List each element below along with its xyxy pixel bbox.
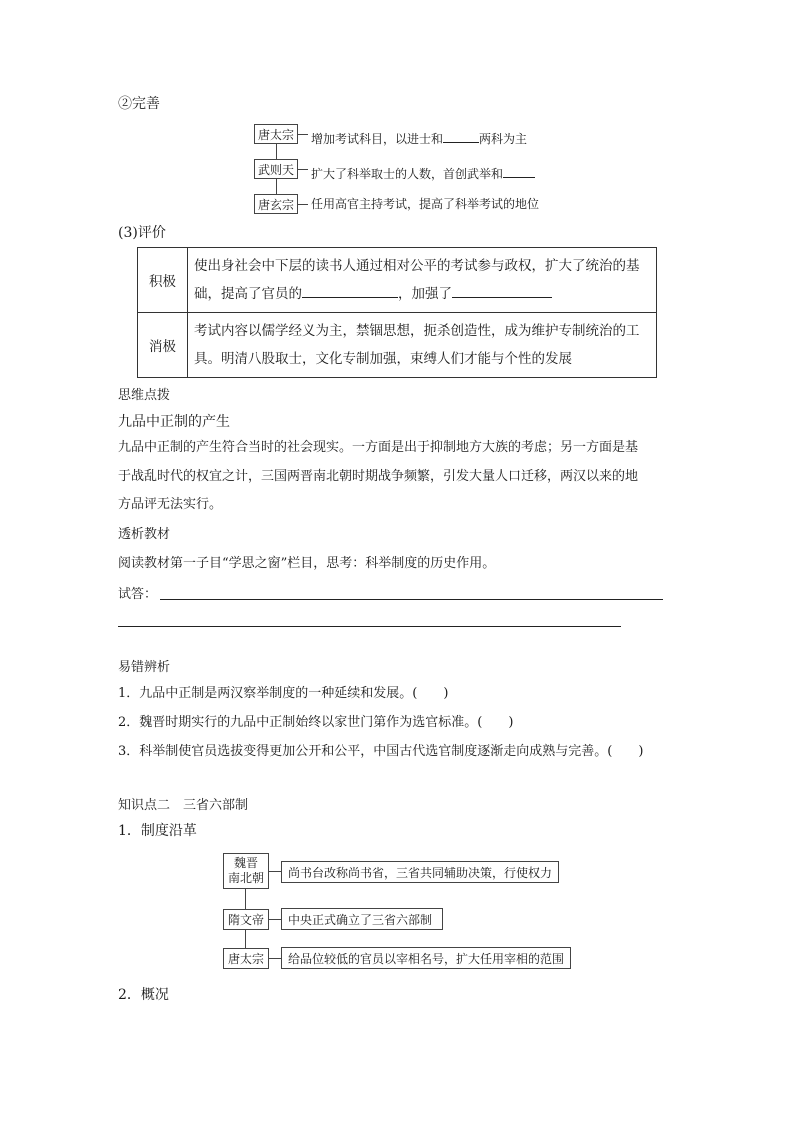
flow-desc-wu-zetian: 扩大了科举取士的人数，首创武举和 bbox=[311, 163, 535, 180]
table-row bbox=[138, 313, 657, 378]
flow-node-tang-taizong: 唐太宗 bbox=[254, 124, 298, 144]
system-evolution-heading: 1．制度沿革 bbox=[118, 823, 197, 839]
blank-4[interactable] bbox=[452, 283, 552, 298]
flow-desc-wei-jin: 尚书台改称尚书省，三省共同辅助决策，行使权力 bbox=[281, 861, 559, 883]
blank-1[interactable] bbox=[443, 128, 479, 143]
answer-line-2[interactable] bbox=[118, 626, 621, 627]
eval-negative-line1: 考试内容以儒学经义为主，禁锢思想，扼杀创造性，成为维护专制统治的工 bbox=[194, 323, 640, 339]
thinking-line-1: 九品中正制的产生符合当时的社会现实。一方面是出于抑制地方大族的考虑；另一方面是基 bbox=[118, 440, 639, 455]
textbook-title: 透析教材 bbox=[118, 527, 171, 542]
answer-label: 试答： bbox=[118, 587, 158, 602]
error-item-3: 3．科举制使官员选拔变得更加公开和公平，中国古代选官制度逐渐走向成熟与完善。( ) bbox=[118, 744, 644, 759]
flow-link bbox=[298, 169, 308, 170]
flow-link bbox=[298, 134, 308, 135]
flow-desc-tang-xuanzong: 任用高官主持考试，提高了科举考试的地位 bbox=[311, 197, 540, 211]
eval-content-positive bbox=[188, 248, 657, 313]
eval-positive-line1: 使出身社会中下层的读书人通过相对公平的考试参与政权，扩大了统治的基 bbox=[194, 258, 640, 274]
answer-line-1[interactable] bbox=[160, 599, 663, 600]
flow-link bbox=[269, 958, 281, 959]
flow-link bbox=[298, 204, 308, 205]
flow-node-wu-zetian: 武则天 bbox=[254, 159, 298, 179]
eval-head-negative: 消极 bbox=[138, 313, 188, 378]
eval-positive-line2: 础，提高了官员的 ，加强了 bbox=[194, 280, 650, 308]
flow-desc-tang-taizong: 增加考试科目，以进士和 两科为主 bbox=[311, 128, 527, 145]
thinking-title: 思维点拨 bbox=[118, 388, 171, 403]
error-item-2: 2．魏晋时期实行的九品中正制始终以家世门第作为选官标准。( ) bbox=[118, 715, 514, 730]
table-row bbox=[138, 248, 657, 313]
flow-desc-tang-taizong-2: 给品位较低的官员以宰相名号，扩大任用宰相的范围 bbox=[281, 947, 571, 969]
flow-link bbox=[269, 871, 281, 872]
flow-node-sui-wendi: 隋文帝 bbox=[223, 909, 269, 930]
thinking-line-3: 方品评无法实行。 bbox=[118, 497, 223, 512]
thinking-line-2: 于战乱时代的权宜之计，三国两晋南北朝时期战争频繁，引发大量人口迁移，两汉以来的地 bbox=[118, 469, 639, 484]
section-eval-heading: (3)评价 bbox=[118, 225, 166, 241]
flow-node-wei-jin: 魏晋 南北朝 bbox=[223, 853, 269, 889]
flow-node-tang-taizong-2: 唐太宗 bbox=[223, 948, 269, 969]
textbook-question: 阅读教材第一子目“学思之窗”栏目，思考：科举制度的历史作用。 bbox=[118, 556, 496, 571]
error-item-1: 1．九品中正制是两汉察举制度的一种延续和发展。( ) bbox=[118, 686, 449, 701]
thinking-subtitle: 九品中正制的产生 bbox=[118, 414, 230, 430]
eval-negative-line2: 具。明清八股取士，文化专制加强，束缚人们才能与个性的发展 bbox=[194, 351, 572, 367]
eval-content-negative bbox=[188, 313, 657, 378]
errors-title: 易错辨析 bbox=[118, 660, 171, 675]
blank-3[interactable] bbox=[302, 283, 398, 298]
flow-link bbox=[269, 919, 281, 920]
eval-head-positive: 积极 bbox=[138, 248, 188, 313]
overview-heading: 2．概况 bbox=[118, 987, 169, 1003]
evaluation-table bbox=[137, 247, 657, 378]
flow-node-tang-xuanzong: 唐玄宗 bbox=[254, 194, 298, 214]
blank-2[interactable] bbox=[503, 163, 535, 178]
section-perfect-heading: ②完善 bbox=[118, 96, 160, 112]
knowledge-point-2-title: 知识点二 三省六部制 bbox=[118, 798, 249, 813]
flow-desc-sui-wendi: 中央正式确立了三省六部制 bbox=[281, 908, 443, 930]
